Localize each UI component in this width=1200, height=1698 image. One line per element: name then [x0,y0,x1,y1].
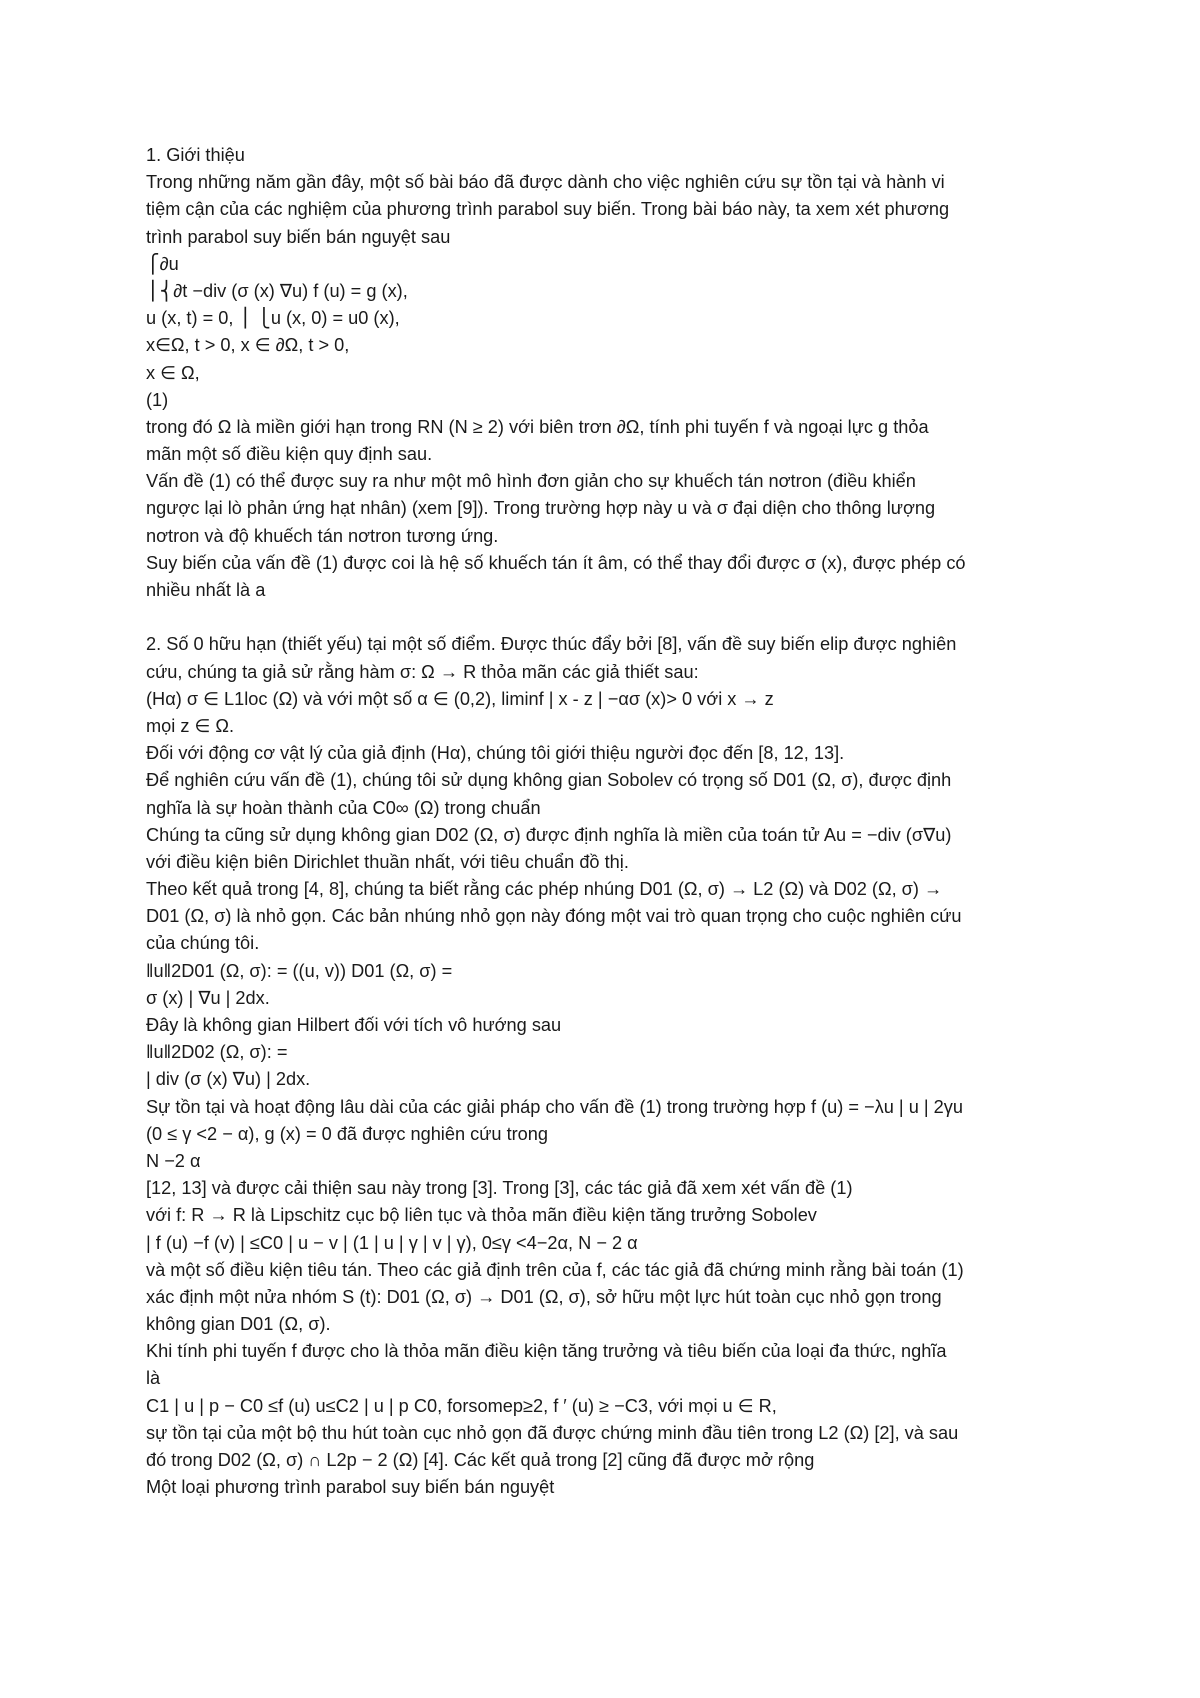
equation-number: (1) [146,389,169,410]
text-line: của chúng tôi. [146,933,260,954]
text-line: với f: R → R là Lipschitz cục bộ liên tục và thỏa mãn điều kiện tăng trưởng Sobolev [146,1205,817,1226]
equation-line: C1 | u | p − C0 ≤f (u) u≤C2 | u | p C0, forsomep≥2, f ′ (u) ≥ −C3, với mọi u ∈ R, [146,1395,777,1416]
text-line: Để nghiên cứu vấn đề (1), chúng tôi sử dụng không gian Sobolev có trọng số D01 (Ω, σ), được định [146,770,952,791]
text-line: là [146,1368,161,1389]
equation-line: x∈Ω, t > 0, x ∈ ∂Ω, t > 0, [146,335,350,356]
text-line: Chúng ta cũng sử dụng không gian D02 (Ω, σ) được định nghĩa là miền của toán tử Au = −div (σ∇u) [146,824,952,845]
text-line: Trong những năm gần đây, một số bài báo đã được dành cho việc nghiên cứu sự tồn tại và hành vi [146,172,945,193]
text-line: nơtron và độ khuếch tán nơtron tương ứng. [146,525,499,546]
equation-line: u (x, t) = 0, ⎪ ⎩u (x, 0) = u0 (x), [146,308,400,329]
text-line: với điều kiện biên Dirichlet thuần nhất, với tiêu chuẩn đồ thị. [146,851,629,872]
text-line: mọi z ∈ Ω. [146,715,235,736]
text-line: cứu, chúng ta giả sử rằng hàm σ: Ω → R thỏa mãn các giả thiết sau: [146,661,699,682]
text-line: và một số điều kiện tiêu tán. Theo các giả định trên của f, các tác giả đã chứng minh rằng bài toán (1) [146,1259,964,1280]
equation-line: ⎧∂u [146,253,179,274]
text-line: Một loại phương trình parabol suy biến bán nguyệt [146,1477,555,1498]
equation-line: ⎪⎨∂t −div (σ (x) ∇u) f (u) = g (x), [146,280,408,301]
document-body [146,142,1086,1501]
text-line: trình parabol suy biến bán nguyệt sau [146,226,451,247]
section-heading-2: 2. Số 0 hữu hạn (thiết yếu) tại một số điểm. Được thúc đẩy bởi [8], vấn đề suy biến elip được nghiên [146,634,957,655]
equation-line: | f (u) −f (v) | ≤C0 | u − v | (1 | u | γ | v | γ), 0≤γ <4−2α, N − 2 α [146,1232,638,1253]
text-line: Khi tính phi tuyến f được cho là thỏa mãn điều kiện tăng trưởng và tiêu biến của loại đa thức, nghĩa [146,1341,947,1362]
text-line: nhiều nhất là a [146,580,266,600]
equation-line: x ∈ Ω, [146,362,200,383]
blank-line [146,604,1086,631]
text-line: sự tồn tại của một bộ thu hút toàn cục nhỏ gọn đã được chứng minh đầu tiên trong L2 (Ω) [2], và sau [146,1422,959,1443]
text-line: đó trong D02 (Ω, σ) ∩ L2p − 2 (Ω) [4]. Các kết quả trong [2] cũng đã được mở rộng [146,1450,815,1470]
text-line: trong đó Ω là miền giới hạn trong RN (N ≥ 2) với biên trơn ∂Ω, tính phi tuyến f và ngoại lực g thỏa [146,416,929,437]
text-line: nghĩa là sự hoàn thành của C0∞ (Ω) trong chuẩn [146,797,541,818]
text-line: ngược lại lò phản ứng hạt nhân) (xem [9]). Trong trường hợp này u và σ đại diện cho thông lượng [146,498,936,519]
text-line: [12, 13] và được cải thiện sau này trong [3]. Trong [3], các tác giả đã xem xét vấn đề (1) [146,1178,853,1199]
text-line: Đối với động cơ vật lý của giả định (Hα), chúng tôi giới thiệu người đọc đến [8, 12, 13]. [146,743,845,764]
text-line: Vấn đề (1) có thể được suy ra như một mô hình đơn giản cho sự khuếch tán nơtron (điều khiển [146,471,916,492]
text-line: (Hα) σ ∈ L1loc (Ω) và với một số α ∈ (0,2), liminf | x - z | −ασ (x)> 0 với x → z [146,688,774,709]
text-line: tiệm cận của các nghiệm của phương trình parabol suy biến. Trong bài báo này, ta xem xét phương [146,199,950,220]
text-line: Suy biến của vấn đề (1) được coi là hệ số khuếch tán ít âm, có thể thay đổi được σ (x), được phép có [146,552,966,573]
text-line: (0 ≤ γ <2 − α), g (x) = 0 đã được nghiên cứu trong [146,1123,549,1144]
text-line: không gian D01 (Ω, σ). [146,1314,331,1335]
text-line: Theo kết quả trong [4, 8], chúng ta biết rằng các phép nhúng D01 (Ω, σ) → L2 (Ω) và D02 (Ω, σ) → [146,879,943,900]
equation-line: ‖u‖2D02 (Ω, σ): = [146,1042,288,1063]
equation-line: N −2 α [146,1150,201,1171]
text-line: Sự tồn tại và hoạt động lâu dài của các giải pháp cho vấn đề (1) trong trường hợp f (u) = −λu | u | 2γu [146,1096,963,1117]
equation-line: | div (σ (x) ∇u) | 2dx. [146,1069,311,1090]
section-heading-1: 1. Giới thiệu [146,145,245,165]
text-line: mãn một số điều kiện quy định sau. [146,444,433,465]
equation-line: σ (x) | ∇u | 2dx. [146,987,270,1008]
text-line: xác định một nửa nhóm S (t): D01 (Ω, σ) → D01 (Ω, σ), sở hữu một lực hút toàn cục nhỏ gọn trong [146,1286,942,1307]
text-line: Đây là không gian Hilbert đối với tích vô hướng sau [146,1015,562,1035]
text-line: D01 (Ω, σ) là nhỏ gọn. Các bản nhúng nhỏ gọn này đóng một vai trò quan trọng cho cuộc nghiên cứu [146,906,962,927]
equation-line: ‖u‖2D01 (Ω, σ): = ((u, v)) D01 (Ω, σ) = [146,960,453,981]
